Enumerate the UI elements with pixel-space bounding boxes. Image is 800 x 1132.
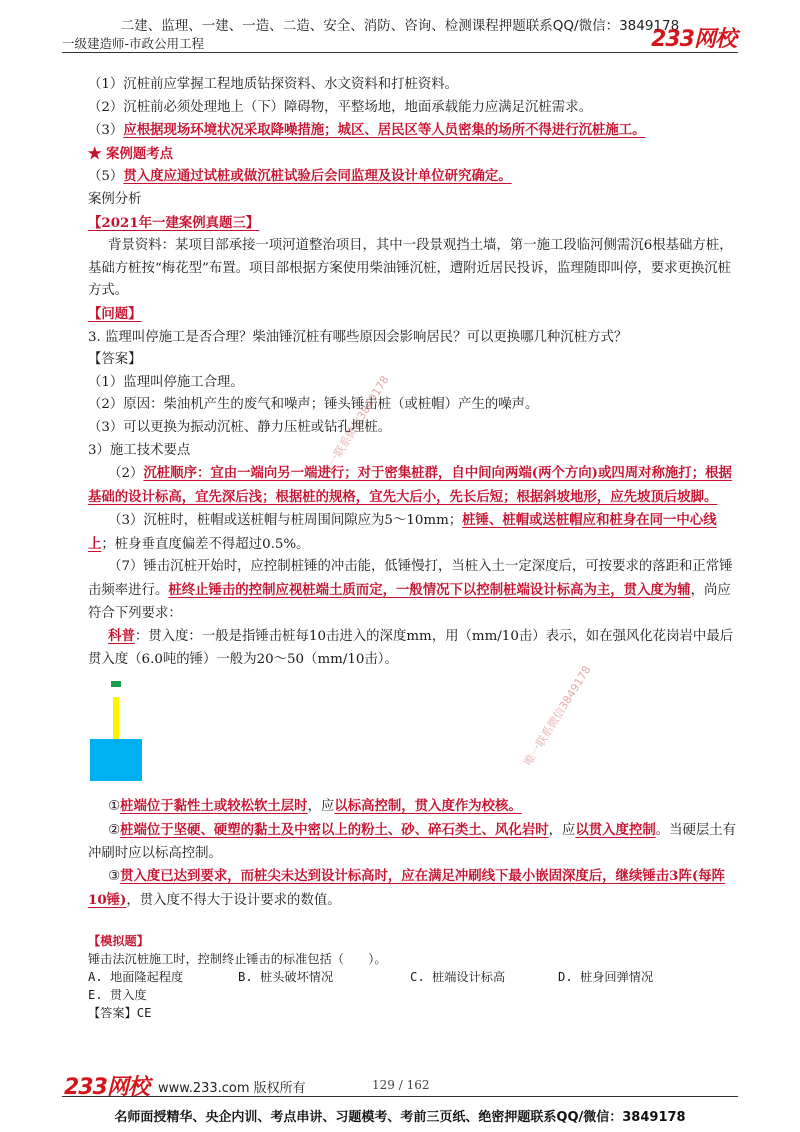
- highlight: 沉桩顺序：宜由一端向另一端进行；对于密集桩群，自中间向两端(两个方向)或四周对称施打；根据基础的设计标高，宜先深后浅；根据桩的规格，宜先大后小，先长后短；根据斜坡地形，应先坡顶后坡脚。: [88, 465, 732, 505]
- highlight: 桩端位于黏性土或较松软土层时: [120, 798, 308, 815]
- paragraph: （5）贯入度应通过试桩或做沉桩试验后会同监理及设计单位研究确定。: [88, 168, 512, 185]
- option-a: A. 地面隆起程度: [88, 970, 184, 985]
- highlight: 贯入度已达到要求，而桩尖未达到设计标高时，应在满足冲刷线下最小嵌固深度后，继续锤击3阵(每阵10锤): [88, 868, 725, 908]
- case-tag: 【2021年一建案例真题三】: [88, 214, 260, 231]
- watermark: 唯一联系微信3849178: [521, 663, 594, 768]
- kepu-label: 科普: [108, 628, 135, 645]
- highlight: 桩锤、桩帽或送桩帽应和桩身在同一中心线上: [88, 512, 717, 552]
- practice-question: [88, 932, 740, 1022]
- options-row: [88, 968, 740, 986]
- page-number: 129 / 162: [372, 1078, 430, 1092]
- paragraph: ①桩端位于黏性土或较松软土层时，应以标高控制，贯入度作为校核。: [108, 798, 522, 815]
- paragraph: （2）沉桩顺序：宜由一端向另一端进行；对于密集桩群，自中间向两端(两个方向)或四周对称施打；根据基础的设计标高，宜先深后浅；根据桩的规格，宜先大后小，先长后短；根据斜坡地形，应先坡顶后坡脚。: [88, 465, 732, 505]
- question-tag: 【问题】: [88, 305, 142, 322]
- answer-tag: 【答案】: [88, 352, 142, 368]
- option-e: E. 贯入度: [88, 988, 147, 1003]
- sub-heading: 3）施工技术要点: [88, 442, 191, 458]
- highlight: 以标高控制，贯入度作为校核。: [334, 798, 522, 815]
- paragraph: ③贯入度已达到要求，而桩尖未达到设计标高时，应在满足冲刷线下最小嵌固深度后，继续锤击3阵(每阵10锤)，贯入度不得大于设计要求的数值。: [88, 868, 725, 908]
- paragraph: （2）沉桩前必须处理地上（下）障碍物，平整场地，地面承载能力应满足沉桩需求。: [88, 99, 592, 115]
- hammer-block: [111, 681, 121, 687]
- sim-tag: 【模拟题】: [88, 934, 149, 949]
- paragraph: （3）沉桩时，桩帽或送桩帽与桩周围间隙应为5～10mm；桩锤、桩帽或送桩帽应和桩身在同一中心线上；桩身垂直度偏差不得超过0.5%。: [88, 512, 717, 552]
- watermark: 唯一联系微信3849178: [319, 373, 392, 478]
- option-d: D. 桩身回弹情况: [558, 970, 654, 985]
- paragraph: （3）应根据现场环境状况采取降噪措施；城区、居民区等人员密集的场所不得进行沉桩施工。: [88, 122, 646, 139]
- question-text: 3. 监理叫停施工是否合理？柴油锤沉桩有哪些原因会影响居民？可以更换哪几种沉桩方式？: [88, 329, 628, 345]
- pile-cap-stick: [113, 697, 119, 739]
- section-heading: 案例分析: [88, 191, 142, 207]
- header-subtitle: 一级建造师-市政公用工程: [62, 36, 205, 51]
- paragraph: （7）锤击沉桩开始时，应控制桩锤的冲击能，低锤慢打，当桩入土一定深度后，可按要求的落距和正常锤击频率进行。桩终止锤击的控制应视桩端土质而定，一般情况下以控制桩端设计标高为主，贯入度为辅，尚应符合下列要求：: [88, 559, 733, 621]
- header-contact-line: 二建、监理、一建、一造、二造、安全、消防、咨询、检测课程押题联系QQ/微信：3849178: [120, 18, 680, 34]
- answer-line: （2）原因：柴油机产生的废气和噪声；锤头锤击桩（或桩帽）产生的噪声。: [88, 397, 539, 413]
- highlight: 贯入度应通过试桩或做沉桩试验后会同监理及设计单位研究确定。: [123, 168, 512, 185]
- answer-line: （1）监理叫停施工合理。: [88, 374, 244, 390]
- key-point-heading: ★ 案例题考点: [88, 145, 174, 162]
- footer-site: www.233.com 版权所有: [158, 1081, 306, 1096]
- footer-logo: 233网校: [64, 1075, 149, 1100]
- page-content: [88, 74, 740, 1022]
- highlight: 桩终止锤击的控制应视桩端土质而定，一般情况下以控制桩端设计标高为主，贯入度为辅: [168, 582, 691, 599]
- pile-diagram: [88, 677, 740, 795]
- pile-body: [90, 739, 142, 781]
- option-b: B. 桩头破坏情况: [238, 970, 334, 985]
- footer-contact-line: 名师面授精华、央企内训、考点串讲、习题模考、考前三页纸、绝密押题联系QQ/微信：3849178: [114, 1110, 686, 1125]
- paragraph: ②桩端位于坚硬、硬塑的黏土及中密以上的粉土、砂、碎石类土、风化岩时，应以贯入度控制。当硬层土有冲刷时应以标高控制。: [88, 822, 737, 861]
- sim-question: 锤击法沉桩施工时，控制终止锤击的标准包括（ ）。: [88, 952, 387, 967]
- highlight: 以贯入度控制: [575, 822, 656, 839]
- option-c: C. 桩端设计标高: [410, 970, 506, 985]
- highlight: 应根据现场环境状况采取降噪措施；城区、居民区等人员密集的场所不得进行沉桩施工。: [123, 122, 646, 139]
- header-divider: [62, 52, 738, 53]
- footer-divider: [62, 1096, 738, 1097]
- paragraph: （1）沉桩前应掌握工程地质钻探资料、水文资料和打桩资料。: [88, 77, 459, 92]
- paragraph: 科普：贯入度：一般是指锤击桩每10击进入的深度mm，用（mm/10击）表示，如在强风化花岗岩中最后贯入度（6.0吨的锤）一般为20～50（mm/10击）。: [88, 628, 734, 667]
- background-text: 背景资料：某项目部承接一项河道整治项目，其中一段景观挡土墙，第一施工段临河侧需沉6根基础方桩，基础方桩按“梅花型”布置。项目部根据方案使用柴油锤沉桩，遭附近居民投诉，监理随即叫停，要求更换沉桩方式。: [88, 238, 733, 299]
- answer-text: 【答案】CE: [88, 1006, 152, 1021]
- header-logo: 233网校: [651, 27, 736, 52]
- highlight: 桩端位于坚硬、硬塑的黏土及中密以上的粉土、砂、碎石类土、风化岩时: [120, 822, 549, 839]
- answer-line: （3）可以更换为振动沉桩、静力压桩或钻孔埋桩。: [88, 419, 392, 435]
